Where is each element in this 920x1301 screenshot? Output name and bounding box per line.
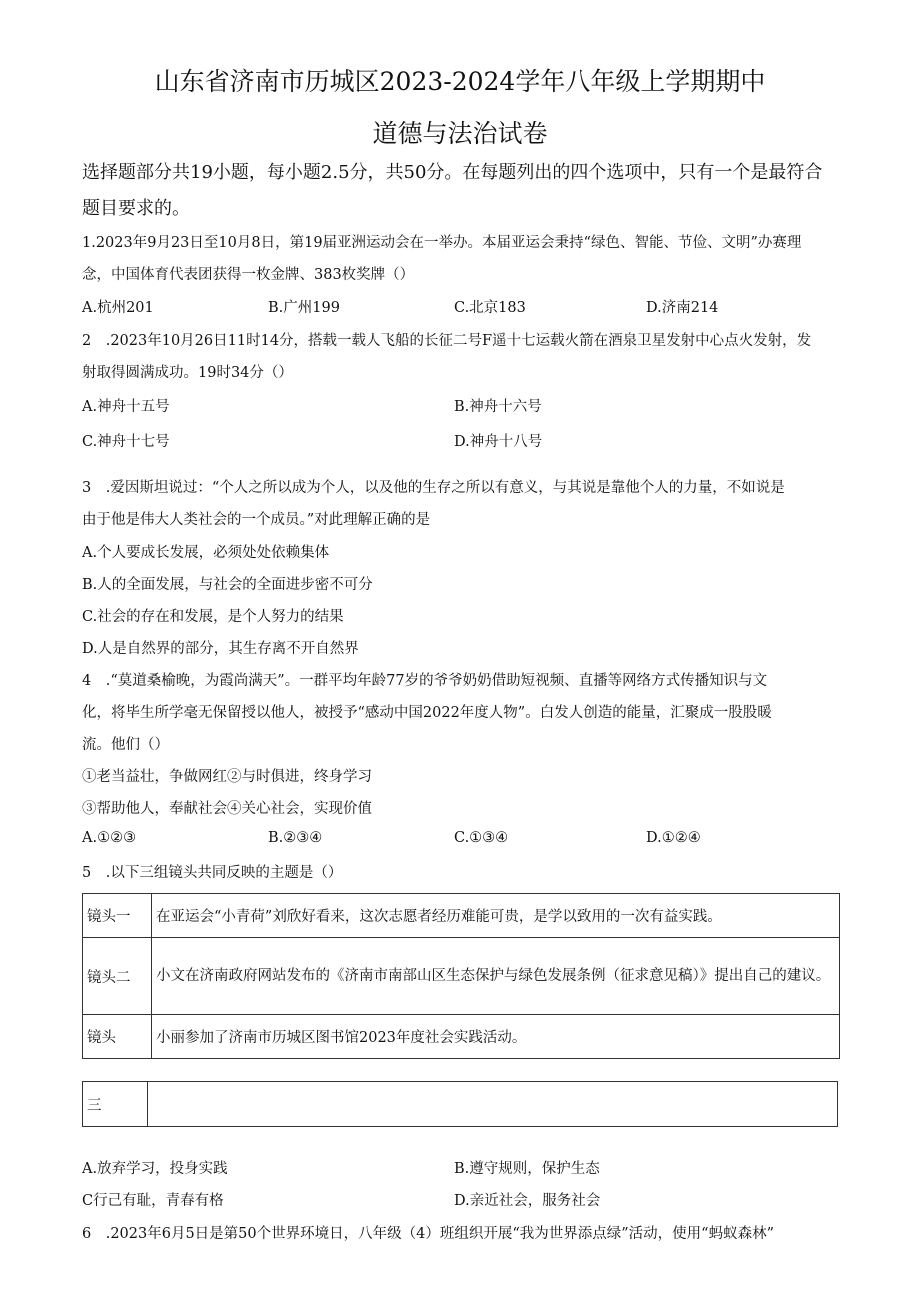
q3-option-d[interactable]: D.人是自然界的部分，其生存离不开自然界 — [82, 641, 359, 657]
q5-option-d[interactable]: D.亲近社会，服务社会 — [454, 1193, 601, 1209]
shot-label: 镜头二 — [83, 938, 152, 1015]
q4-stem-line-1: 4 .“莫道桑榆晚，为霞尚满天”。一群平均年龄77岁的爷爷奶奶借助短视频、直播等网络方式传播知识与文 — [82, 673, 768, 689]
q1-option-b[interactable]: B.广州199 — [268, 300, 340, 316]
q4-option-c[interactable]: C.①③④ — [454, 830, 509, 846]
shot-text: 小丽参加了济南市历城区图书馆2023年度社会实践活动。 — [152, 1015, 840, 1059]
q3-option-c[interactable]: C.社会的存在和发展，是个人努力的结果 — [82, 609, 344, 625]
q1-option-a[interactable]: A.杭州201 — [82, 300, 154, 316]
q4-item-line-2: ③帮助他人，奉献社会④关心社会，实现价值 — [82, 801, 372, 817]
q4-stem-line-3: 流。他们（） — [82, 737, 169, 753]
shot-label: 三 — [83, 1082, 148, 1127]
q1-option-c[interactable]: C.北京183 — [454, 300, 526, 316]
q5-option-a[interactable]: A.放弃学习，投身实践 — [82, 1161, 228, 1177]
q3-stem-line-2: 由于他是伟大人类社会的一个成员。”对此理解正确的是 — [82, 512, 431, 528]
q5-shots-table — [82, 893, 840, 1059]
q4-stem-line-2: 化，将毕生所学毫无保留授以他人，被授予“感动中国2022年度人物”。白发人创造的能量，汇聚成一股股暖 — [82, 705, 772, 721]
q4-option-a[interactable]: A.①②③ — [82, 830, 137, 846]
q2-stem-line-1: 2 .2023年10月26日11时14分，搭载一载人飞船的长征二号F遥十七运载火箭在酒泉卫星发射中心点火发射，发 — [82, 333, 812, 349]
shot-text: 小文在济南政府网站发布的《济南市南部山区生态保护与绿色发展条例（征求意见稿）》提出自己的建议。 — [152, 938, 840, 1015]
q5-stem: 5 .以下三组镜头共同反映的主题是（） — [82, 865, 343, 881]
q6-stem-line-1: 6 .2023年6月5日是第50个世界环境日，八年级（4）班组织开展“我为世界添点绿”活动，使用“蚂蚁森林” — [82, 1226, 775, 1242]
page-title: 山东省济南市历城区2023-2024学年八年级上学期期中 — [154, 67, 766, 96]
q5-option-c[interactable]: C行己有耻，青春有格 — [82, 1193, 224, 1209]
page-subtitle: 道德与法治试卷 — [372, 119, 548, 148]
q2-option-b[interactable]: B.神舟十六号 — [454, 399, 542, 415]
q5-continuation-table — [82, 1081, 838, 1127]
shot-label: 镜头 — [83, 1015, 152, 1059]
table-row — [83, 938, 840, 1015]
intro-line-2: 题目要求的。 — [82, 198, 190, 219]
table-row — [83, 1015, 840, 1059]
q3-option-a[interactable]: A.个人要成长发展，必须处处依赖集体 — [82, 545, 330, 561]
q3-stem-line-1: 3 .爱因斯坦说过：“个人之所以成为个人，以及他的生存之所以有意义，与其说是靠他个人的力量，不如说是 — [82, 480, 785, 496]
q2-option-d[interactable]: D.神舟十八号 — [454, 434, 543, 450]
q2-option-c[interactable]: C.神舟十七号 — [82, 434, 170, 450]
q5-option-b[interactable]: B.遵守规则，保护生态 — [454, 1161, 600, 1177]
q1-stem-line-2: 念，中国体育代表团获得一枚金牌、383枚奖牌（） — [82, 267, 415, 283]
q4-item-line-1: ①老当益壮，争做网红②与时俱进，终身学习 — [82, 769, 372, 785]
table-row — [83, 894, 840, 938]
q4-option-d[interactable]: D.①②④ — [646, 830, 701, 846]
q1-option-d[interactable]: D.济南214 — [646, 300, 719, 316]
shot-label: 镜头一 — [83, 894, 152, 938]
shot-text — [148, 1082, 838, 1127]
q2-option-a[interactable]: A.神舟十五号 — [82, 399, 170, 415]
intro-line-1: 选择题部分共19小题，每小题2.5分，共50分。在每题列出的四个选项中，只有一个是最符合 — [82, 162, 823, 183]
q4-option-b[interactable]: B.②③④ — [268, 830, 323, 846]
shot-text: 在亚运会“小青荷”刘欣好看来，这次志愿者经历难能可贵，是学以致用的一次有益实践。 — [152, 894, 840, 938]
q2-stem-line-2: 射取得圆满成功。19时34分（） — [82, 365, 293, 381]
q3-option-b[interactable]: B.人的全面发展，与社会的全面进步密不可分 — [82, 577, 373, 593]
table-row — [83, 1082, 838, 1127]
q1-stem-line-1: 1.2023年9月23日至10月8日，第19届亚洲运动会在一举办。本届亚运会秉持“绿色、智能、节俭、文明”办赛理 — [82, 235, 802, 251]
